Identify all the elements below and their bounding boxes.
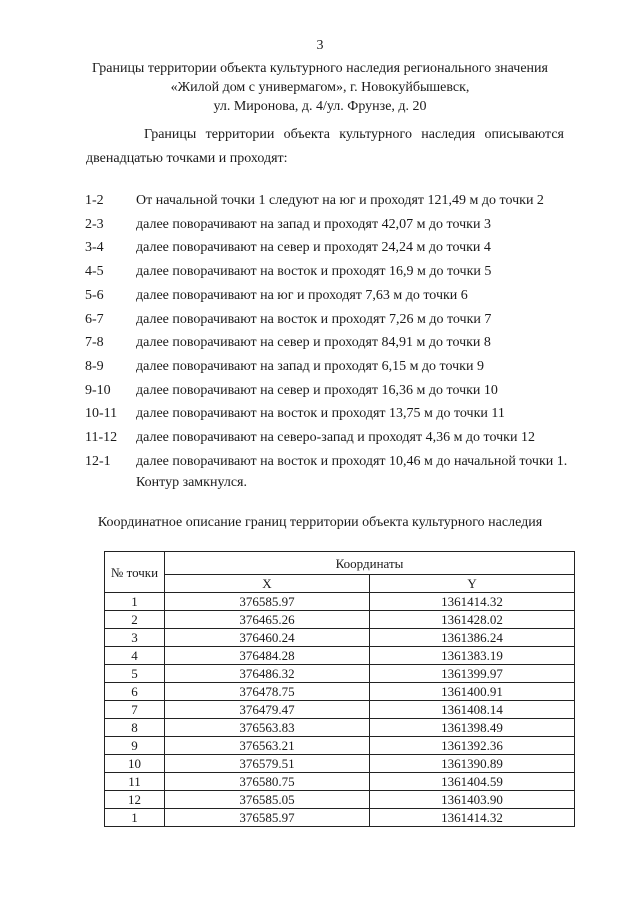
boundary-segment	[0, 451, 640, 473]
segment-description: далее поворачивают на север и проходят 16,36 м до точки 10	[136, 382, 498, 398]
boundary-segment	[0, 285, 640, 307]
cell-x: 376585.97	[165, 809, 370, 827]
table-row	[105, 629, 575, 647]
boundary-segment	[0, 214, 640, 236]
cell-x: 376484.28	[165, 647, 370, 665]
table-row	[105, 755, 575, 773]
segment-description: далее поворачивают на юг и проходят 7,63 м до точки 6	[136, 287, 468, 303]
table-caption: Координатное описание границ территории объекта культурного наследия	[97, 515, 543, 530]
cell-x: 376460.24	[165, 629, 370, 647]
cell-y: 1361390.89	[370, 755, 575, 773]
closing-statement: Контур замкнулся.	[136, 475, 247, 490]
cell-y: 1361428.02	[370, 611, 575, 629]
cell-x: 376563.21	[165, 737, 370, 755]
cell-point-number: 8	[105, 719, 165, 737]
table-row	[105, 647, 575, 665]
title-line-3: ул. Миронова, д. 4/ул. Фрунзе, д. 20	[213, 99, 427, 114]
cell-point-number: 1	[105, 809, 165, 827]
segment-description: далее поворачивают на север и проходят 24,24 м до точки 4	[136, 240, 491, 256]
cell-y: 1361392.36	[370, 737, 575, 755]
header-point-number: № точки	[105, 552, 165, 593]
table-row	[105, 809, 575, 827]
table-row	[105, 701, 575, 719]
table-row	[105, 791, 575, 809]
cell-x: 376579.51	[165, 755, 370, 773]
segment-description: далее поворачивают на восток и проходят 7,26 м до точки 7	[136, 311, 492, 327]
coordinates-table	[104, 551, 575, 827]
segment-description: далее поворачивают на запад и проходят 42,07 м до точки 3	[136, 216, 491, 232]
boundary-segment	[0, 237, 640, 259]
coordinates-table-body	[105, 593, 575, 827]
boundary-segment	[0, 309, 640, 331]
cell-y: 1361414.32	[370, 809, 575, 827]
document-title	[40, 59, 600, 116]
cell-x: 376479.47	[165, 701, 370, 719]
table-row	[105, 737, 575, 755]
segment-label: 3-4	[85, 240, 104, 256]
cell-y: 1361403.90	[370, 791, 575, 809]
boundary-segment	[0, 427, 640, 449]
table-row	[105, 683, 575, 701]
segment-label: 2-3	[85, 216, 104, 232]
header-x: X	[165, 575, 370, 593]
cell-x: 376585.97	[165, 593, 370, 611]
cell-x: 376585.05	[165, 791, 370, 809]
cell-point-number: 6	[105, 683, 165, 701]
table-row	[105, 665, 575, 683]
title-line-2: «Жилой дом с универмагом», г. Новокуйбышевск,	[170, 80, 470, 95]
segment-description: далее поворачивают на запад и проходят 6,15 м до точки 9	[136, 358, 484, 374]
boundary-segment	[0, 356, 640, 378]
cell-point-number: 12	[105, 791, 165, 809]
cell-x: 376486.32	[165, 665, 370, 683]
boundary-segment	[0, 332, 640, 354]
table-row	[105, 611, 575, 629]
page-number: 3	[316, 38, 324, 53]
segment-description: далее поворачивают на восток и проходят 16,9 м до точки 5	[136, 264, 492, 280]
segment-label: 10-11	[85, 406, 118, 422]
cell-x: 376478.75	[165, 683, 370, 701]
boundary-segment	[0, 190, 640, 212]
cell-point-number: 1	[105, 593, 165, 611]
header-y: Y	[370, 575, 575, 593]
cell-x: 376580.75	[165, 773, 370, 791]
segment-label: 5-6	[85, 287, 104, 303]
cell-x: 376563.83	[165, 719, 370, 737]
cell-point-number: 4	[105, 647, 165, 665]
segment-label: 7-8	[85, 335, 104, 351]
cell-y: 1361414.32	[370, 593, 575, 611]
cell-y: 1361400.91	[370, 683, 575, 701]
segment-description: далее поворачивают на восток и проходят 13,75 м до точки 11	[136, 406, 505, 422]
boundary-segment	[0, 380, 640, 402]
segment-label: 11-12	[85, 430, 118, 445]
segment-description: далее поворачивают на восток и проходят 10,46 м до начальной точки 1.	[136, 453, 568, 469]
cell-x: 376465.26	[165, 611, 370, 629]
table-row	[105, 773, 575, 791]
segment-label: 8-9	[85, 358, 104, 374]
cell-y: 1361383.19	[370, 647, 575, 665]
header-coordinates: Координаты	[165, 552, 575, 575]
cell-y: 1361386.24	[370, 629, 575, 647]
segment-label: 9-10	[85, 382, 111, 398]
segment-label: 1-2	[85, 193, 104, 208]
title-line-1: Границы территории объекта культурного наследия регионального значения	[92, 61, 548, 76]
cell-point-number: 7	[105, 701, 165, 719]
segment-description: далее поворачивают на север и проходят 84,91 м до точки 8	[136, 335, 491, 351]
cell-y: 1361399.97	[370, 665, 575, 683]
cell-y: 1361398.49	[370, 719, 575, 737]
segment-label: 12-1	[85, 453, 111, 469]
table-row	[105, 593, 575, 611]
segment-description: От начальной точки 1 следуют на юг и проходят 121,49 м до точки 2	[136, 193, 544, 208]
segment-description: далее поворачивают на северо-запад и проходят 4,36 м до точки 12	[136, 430, 535, 445]
cell-point-number: 3	[105, 629, 165, 647]
cell-y: 1361408.14	[370, 701, 575, 719]
cell-y: 1361404.59	[370, 773, 575, 791]
cell-point-number: 9	[105, 737, 165, 755]
cell-point-number: 11	[105, 773, 165, 791]
intro-paragraph-line-2: двенадцатью точками и проходят:	[86, 151, 288, 166]
intro-paragraph-line-1: Границы территории объекта культурного наследия описываются	[144, 127, 564, 142]
cell-point-number: 2	[105, 611, 165, 629]
cell-point-number: 10	[105, 755, 165, 773]
cell-point-number: 5	[105, 665, 165, 683]
table-row	[105, 719, 575, 737]
boundary-segment	[0, 403, 640, 425]
boundary-segment	[0, 261, 640, 283]
segment-label: 6-7	[85, 311, 104, 327]
segment-label: 4-5	[85, 264, 104, 280]
